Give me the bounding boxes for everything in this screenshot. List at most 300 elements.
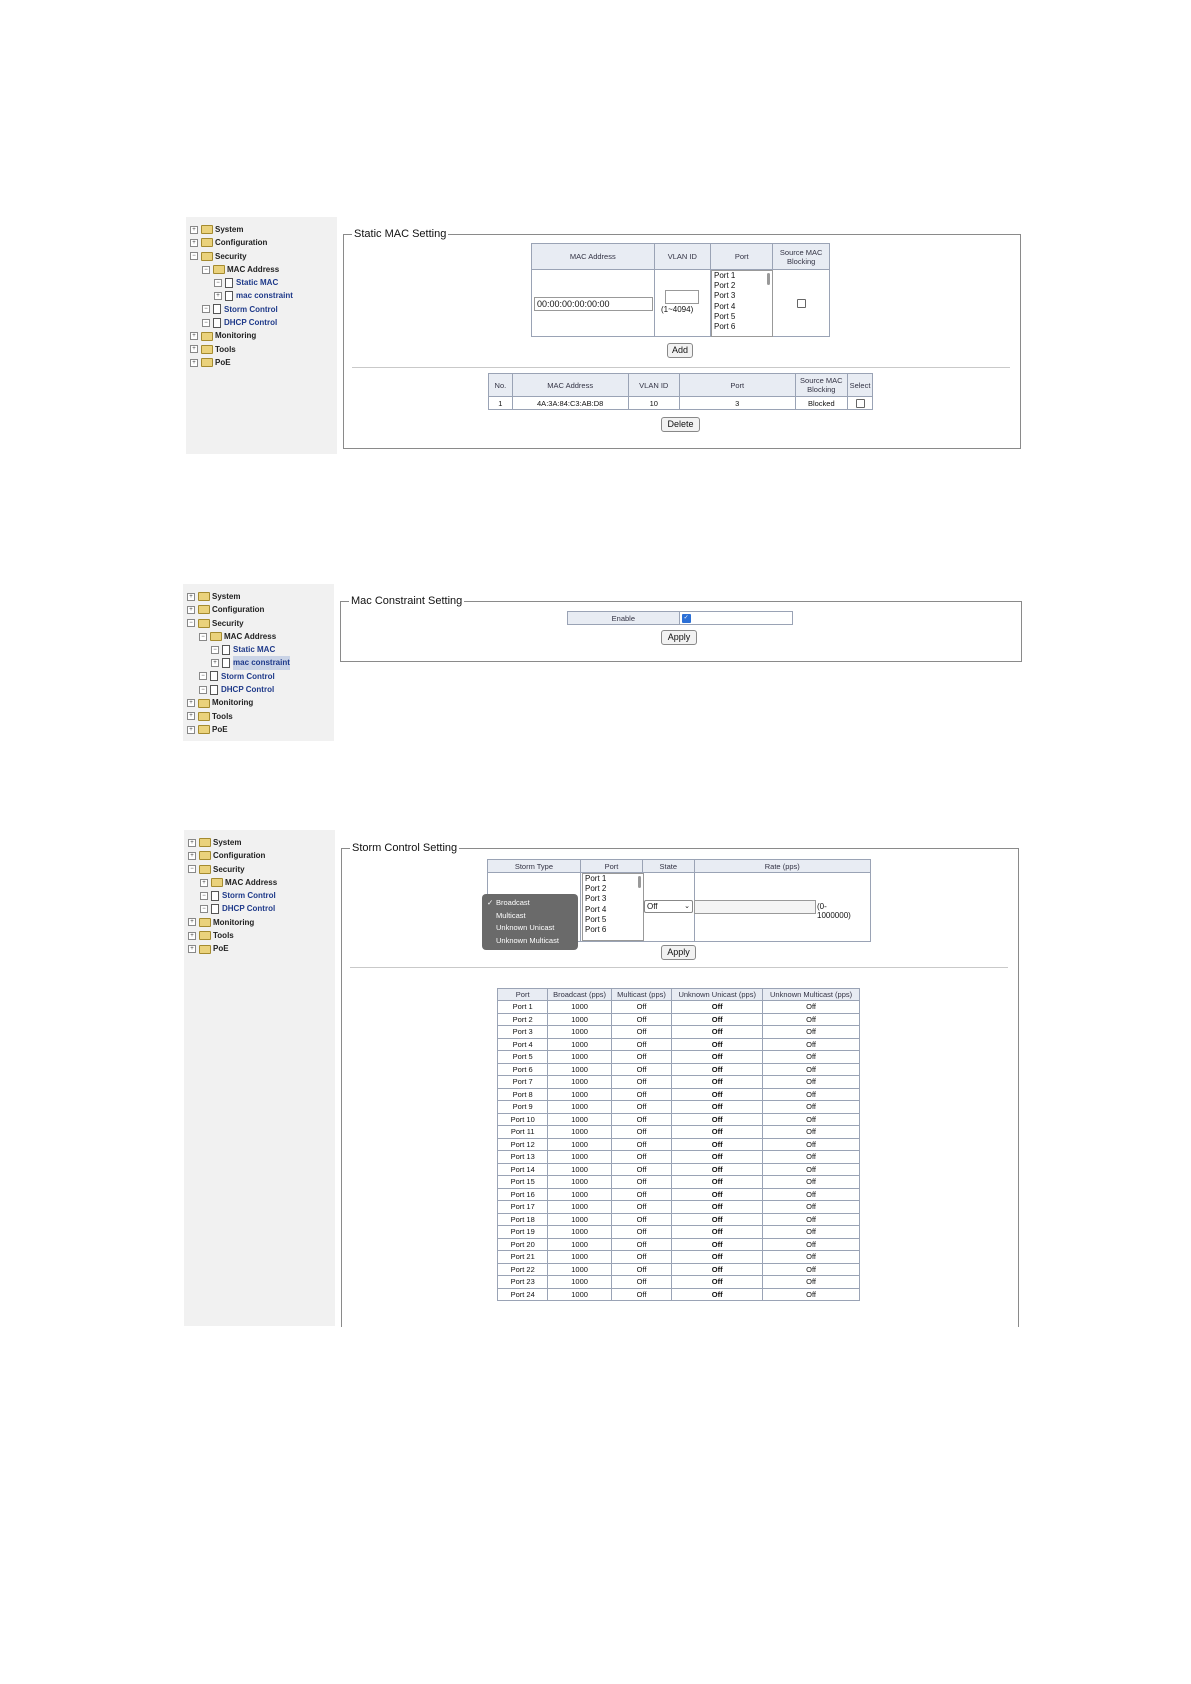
cell-port: Port 2 bbox=[498, 1013, 548, 1026]
table-row bbox=[498, 1101, 860, 1114]
cell-port: Port 24 bbox=[498, 1288, 548, 1301]
port-option[interactable]: Port 5 bbox=[585, 914, 607, 924]
expand-icon[interactable]: + bbox=[188, 945, 196, 953]
port-option[interactable]: Port 1 bbox=[714, 271, 736, 280]
cell-broadcast: 1000 bbox=[548, 1251, 611, 1264]
divider bbox=[352, 367, 1010, 368]
table-row bbox=[498, 1051, 860, 1064]
folder-open-icon bbox=[201, 252, 213, 261]
tree-item-system[interactable]: + System bbox=[188, 836, 277, 849]
port-option[interactable]: Port 5 bbox=[714, 311, 736, 321]
cell-port: Port 6 bbox=[498, 1063, 548, 1076]
cell-broadcast: 1000 bbox=[548, 1113, 611, 1126]
cell-no: 1 bbox=[489, 397, 513, 410]
apply-button[interactable]: Apply bbox=[661, 630, 697, 645]
cell-multicast: Off bbox=[611, 1113, 671, 1126]
port-option[interactable]: Port 1 bbox=[585, 874, 607, 883]
tree-item-mac-address[interactable]: − MAC Address bbox=[190, 263, 293, 276]
port-option[interactable]: Port 4 bbox=[714, 301, 736, 311]
cell-unknown-multicast: Off bbox=[763, 1176, 860, 1189]
expand-icon[interactable]: + bbox=[200, 879, 208, 887]
vlan-range-hint: (1~4094) bbox=[661, 305, 694, 314]
port-option[interactable]: Port 2 bbox=[714, 281, 736, 291]
tree-item-security[interactable]: − Security bbox=[187, 617, 290, 630]
cell-port: Port 3 bbox=[498, 1026, 548, 1039]
document-icon bbox=[225, 291, 233, 301]
cell-port: Port 18 bbox=[498, 1213, 548, 1226]
table-row bbox=[498, 1263, 860, 1276]
add-button[interactable]: Add bbox=[667, 343, 693, 358]
mac-constraint-table bbox=[567, 611, 793, 625]
folder-icon bbox=[198, 605, 210, 614]
mac-address-input[interactable]: 00:00:00:00:00:00 bbox=[534, 297, 653, 311]
cell-multicast: Off bbox=[611, 1201, 671, 1214]
col-header-unknown-unicast: Unknown Unicast (pps) bbox=[672, 989, 763, 1001]
cell-multicast: Off bbox=[611, 1038, 671, 1051]
cell-unknown-unicast: Off bbox=[672, 1138, 763, 1151]
document-icon bbox=[210, 685, 218, 695]
cell-unknown-multicast: Off bbox=[763, 1076, 860, 1089]
folder-open-icon bbox=[210, 632, 222, 641]
delete-button[interactable]: Delete bbox=[661, 417, 700, 432]
apply-button[interactable]: Apply bbox=[661, 945, 696, 960]
cell-unknown-multicast: Off bbox=[763, 1151, 860, 1164]
folder-open-icon bbox=[199, 865, 211, 874]
cell-broadcast: 1000 bbox=[548, 1026, 611, 1039]
expand-icon[interactable]: + bbox=[187, 712, 195, 720]
cell-port: Port 15 bbox=[498, 1176, 548, 1189]
document-icon bbox=[222, 645, 230, 655]
tree-item-tools[interactable]: + Tools bbox=[188, 929, 277, 942]
expand-icon[interactable]: + bbox=[188, 852, 196, 860]
cell-unknown-unicast: Off bbox=[672, 1026, 763, 1039]
tree-item-static-mac[interactable]: − Static MAC bbox=[187, 643, 290, 656]
collapse-icon[interactable]: − bbox=[187, 619, 195, 627]
folder-icon bbox=[199, 851, 211, 860]
cell-multicast: Off bbox=[611, 1163, 671, 1176]
cell-unknown-multicast: Off bbox=[763, 1013, 860, 1026]
cell-port: Port 4 bbox=[498, 1038, 548, 1051]
cell-multicast: Off bbox=[611, 1088, 671, 1101]
cell-unknown-multicast: Off bbox=[763, 1126, 860, 1139]
cell-unknown-unicast: Off bbox=[672, 1063, 763, 1076]
tree-item-poe[interactable]: + PoE bbox=[188, 942, 277, 955]
cell-broadcast: 1000 bbox=[548, 1151, 611, 1164]
enable-label: Enable bbox=[568, 612, 680, 625]
cell-multicast: Off bbox=[611, 1263, 671, 1276]
col-header-mac: MAC Address bbox=[512, 374, 628, 397]
expand-icon[interactable]: + bbox=[188, 932, 196, 940]
nav-tree bbox=[190, 223, 293, 369]
collapse-icon[interactable]: − bbox=[190, 252, 198, 260]
table-row bbox=[498, 1113, 860, 1126]
cell-broadcast: 1000 bbox=[548, 1226, 611, 1239]
table-row bbox=[498, 1038, 860, 1051]
folder-icon bbox=[201, 345, 213, 354]
folder-icon bbox=[201, 332, 213, 341]
cell-port: Port 23 bbox=[498, 1276, 548, 1289]
col-header-storm-type: Storm Type bbox=[488, 860, 581, 873]
cell-port: Port 17 bbox=[498, 1201, 548, 1214]
folder-icon bbox=[198, 699, 210, 708]
cell-multicast: Off bbox=[611, 1101, 671, 1114]
table-row bbox=[498, 1226, 860, 1239]
cell-multicast: Off bbox=[611, 1226, 671, 1239]
table-row bbox=[498, 1163, 860, 1176]
cell-unknown-unicast: Off bbox=[672, 1051, 763, 1064]
cell-broadcast: 1000 bbox=[548, 1001, 611, 1014]
cell-vlan: 10 bbox=[628, 397, 679, 410]
sidebar-nav bbox=[186, 217, 337, 454]
tree-item-mac-address[interactable]: + MAC Address bbox=[188, 876, 277, 889]
cell-multicast: Off bbox=[611, 1188, 671, 1201]
cell-unknown-unicast: Off bbox=[672, 1226, 763, 1239]
cell-broadcast: 1000 bbox=[548, 1176, 611, 1189]
cell-unknown-unicast: Off bbox=[672, 1113, 763, 1126]
nav-tree bbox=[188, 836, 277, 956]
col-header-multicast: Multicast (pps) bbox=[611, 989, 671, 1001]
cell-select[interactable] bbox=[848, 397, 873, 410]
tree-line-icon: + bbox=[214, 292, 222, 300]
cell-broadcast: 1000 bbox=[548, 1201, 611, 1214]
cell-unknown-unicast: Off bbox=[672, 1101, 763, 1114]
cell-multicast: Off bbox=[611, 1288, 671, 1301]
cell-unknown-multicast: Off bbox=[763, 1213, 860, 1226]
folder-icon bbox=[198, 592, 210, 601]
col-header-mac: MAC Address bbox=[532, 244, 655, 270]
tree-item-poe[interactable]: + PoE bbox=[187, 723, 290, 736]
cell-multicast: Off bbox=[611, 1176, 671, 1189]
folder-open-icon bbox=[198, 619, 210, 628]
scrollbar-thumb[interactable] bbox=[638, 876, 641, 888]
cell-port: Port 13 bbox=[498, 1151, 548, 1164]
expand-icon[interactable]: + bbox=[188, 918, 196, 926]
col-header-port: Port bbox=[679, 374, 795, 397]
table-row bbox=[498, 1088, 860, 1101]
dropdown-option-broadcast[interactable]: ✓ Broadcast bbox=[482, 897, 578, 910]
tree-item-monitoring[interactable]: + Monitoring bbox=[190, 329, 293, 342]
folder-icon bbox=[199, 945, 211, 954]
state-select[interactable]: Off ⌄ bbox=[644, 900, 693, 913]
cell-unknown-multicast: Off bbox=[763, 1101, 860, 1114]
static-mac-list-table bbox=[488, 373, 873, 410]
cell-broadcast: 1000 bbox=[548, 1288, 611, 1301]
col-header-unknown-multicast: Unknown Multicast (pps) bbox=[763, 989, 860, 1001]
cell-broadcast: 1000 bbox=[548, 1188, 611, 1201]
cell-broadcast: 1000 bbox=[548, 1076, 611, 1089]
storm-type-dropdown-menu[interactable] bbox=[482, 894, 578, 950]
tree-item-system[interactable]: + System bbox=[190, 223, 293, 236]
folder-icon bbox=[201, 358, 213, 367]
cell-unknown-unicast: Off bbox=[672, 1013, 763, 1026]
cell-broadcast: 1000 bbox=[548, 1088, 611, 1101]
table-row bbox=[498, 1151, 860, 1164]
cell-unknown-unicast: Off bbox=[672, 1288, 763, 1301]
tree-line-icon: − bbox=[200, 892, 208, 900]
chevron-down-icon: ⌄ bbox=[684, 903, 690, 910]
cell-port: Port 19 bbox=[498, 1226, 548, 1239]
dropdown-option-multicast[interactable]: Multicast bbox=[496, 910, 526, 920]
cell-broadcast: 1000 bbox=[548, 1101, 611, 1114]
folder-icon bbox=[198, 712, 210, 721]
tree-item-poe[interactable]: + PoE bbox=[190, 356, 293, 369]
fieldset-legend: Storm Control Setting bbox=[352, 842, 458, 854]
tree-line-icon: − bbox=[199, 672, 207, 680]
tree-line-icon: − bbox=[202, 305, 210, 313]
col-header-broadcast: Broadcast (pps) bbox=[548, 989, 611, 1001]
table-row bbox=[498, 1188, 860, 1201]
cell-unknown-unicast: Off bbox=[672, 1251, 763, 1264]
table-row bbox=[498, 1076, 860, 1089]
cell-unknown-multicast: Off bbox=[763, 1113, 860, 1126]
rate-input[interactable] bbox=[694, 900, 816, 914]
rate-range-hint: (0-1000000) bbox=[817, 902, 851, 920]
col-header-state: State bbox=[643, 860, 694, 873]
table-row bbox=[498, 1138, 860, 1151]
cell-unknown-unicast: Off bbox=[672, 1263, 763, 1276]
cell-port: Port 14 bbox=[498, 1163, 548, 1176]
fieldset-legend: Mac Constraint Setting bbox=[351, 595, 463, 607]
cell-port: Port 16 bbox=[498, 1188, 548, 1201]
cell-unknown-multicast: Off bbox=[763, 1163, 860, 1176]
document-icon bbox=[213, 304, 221, 314]
cell-multicast: Off bbox=[611, 1151, 671, 1164]
nav-tree bbox=[187, 590, 290, 736]
cell-unknown-multicast: Off bbox=[763, 1201, 860, 1214]
cell-blocking: Blocked bbox=[795, 397, 847, 410]
cell-unknown-unicast: Off bbox=[672, 1188, 763, 1201]
dropdown-option-unknown-multicast[interactable]: Unknown Multicast bbox=[496, 935, 559, 945]
expand-icon[interactable]: + bbox=[188, 839, 196, 847]
folder-icon bbox=[199, 918, 211, 927]
cell-broadcast: 1000 bbox=[548, 1276, 611, 1289]
table-row bbox=[498, 1013, 860, 1026]
col-header-blocking: Source MAC Blocking bbox=[773, 244, 830, 270]
cell-multicast: Off bbox=[611, 1076, 671, 1089]
table-row bbox=[498, 1213, 860, 1226]
expand-icon[interactable]: + bbox=[190, 332, 198, 340]
table-row bbox=[498, 1238, 860, 1251]
folder-icon bbox=[198, 725, 210, 734]
expand-icon[interactable]: + bbox=[190, 226, 198, 234]
col-header-port: Port bbox=[498, 989, 548, 1001]
port-listbox[interactable] bbox=[582, 873, 644, 941]
table-row bbox=[498, 1201, 860, 1214]
cell-multicast: Off bbox=[611, 1026, 671, 1039]
folder-icon bbox=[199, 931, 211, 940]
tree-item-storm-control[interactable]: − Storm Control bbox=[187, 670, 290, 683]
cell-port: Port 21 bbox=[498, 1251, 548, 1264]
tree-item-tools[interactable]: + Tools bbox=[190, 343, 293, 356]
vlan-id-input[interactable] bbox=[665, 290, 699, 304]
document-icon bbox=[210, 671, 218, 681]
cell-unknown-multicast: Off bbox=[763, 1276, 860, 1289]
document-icon bbox=[225, 278, 233, 288]
cell-port: Port 22 bbox=[498, 1263, 548, 1276]
tree-item-tools[interactable]: + Tools bbox=[187, 710, 290, 723]
cell-unknown-multicast: Off bbox=[763, 1001, 860, 1014]
cell-unknown-multicast: Off bbox=[763, 1088, 860, 1101]
tree-line-icon: − bbox=[211, 646, 219, 654]
cell-multicast: Off bbox=[611, 1213, 671, 1226]
col-header-rate: Rate (pps) bbox=[694, 860, 870, 873]
cell-port: Port 20 bbox=[498, 1238, 548, 1251]
cell-multicast: Off bbox=[611, 1126, 671, 1139]
port-option[interactable]: Port 4 bbox=[585, 904, 607, 914]
row-select-checkbox[interactable] bbox=[856, 399, 865, 408]
cell-unknown-multicast: Off bbox=[763, 1026, 860, 1039]
col-header-blocking: Source MAC Blocking bbox=[795, 374, 847, 397]
cell-unknown-unicast: Off bbox=[672, 1163, 763, 1176]
cell-port: Port 8 bbox=[498, 1088, 548, 1101]
tree-item-storm-control[interactable]: − Storm Control bbox=[190, 303, 293, 316]
cell-port: 3 bbox=[679, 397, 795, 410]
col-header-no: No. bbox=[489, 374, 513, 397]
cell-broadcast: 1000 bbox=[548, 1013, 611, 1026]
cell-unknown-unicast: Off bbox=[672, 1201, 763, 1214]
cell-unknown-multicast: Off bbox=[763, 1188, 860, 1201]
document-icon bbox=[211, 891, 219, 901]
tree-item-mac-constraint[interactable]: + mac constraint bbox=[187, 656, 290, 669]
tree-item-security[interactable]: − Security bbox=[188, 863, 277, 876]
port-option[interactable]: Port 6 bbox=[585, 924, 607, 934]
tree-item-monitoring[interactable]: + Monitoring bbox=[187, 696, 290, 709]
expand-icon[interactable]: + bbox=[190, 359, 198, 367]
table-row bbox=[489, 397, 873, 410]
cell-port: Port 9 bbox=[498, 1101, 548, 1114]
cell-unknown-unicast: Off bbox=[672, 1276, 763, 1289]
tree-item-monitoring[interactable]: + Monitoring bbox=[188, 916, 277, 929]
tree-line-icon: − bbox=[200, 905, 208, 913]
tree-line-icon: − bbox=[214, 279, 222, 287]
enable-checkbox[interactable]: ✓ bbox=[683, 614, 689, 621]
cell-unknown-unicast: Off bbox=[672, 1176, 763, 1189]
table-row bbox=[498, 1001, 860, 1014]
collapse-icon[interactable]: − bbox=[199, 633, 207, 641]
cell-broadcast: 1000 bbox=[548, 1038, 611, 1051]
cell-multicast: Off bbox=[611, 1276, 671, 1289]
storm-control-status-table bbox=[497, 988, 860, 1301]
cell-unknown-unicast: Off bbox=[672, 1038, 763, 1051]
tree-item-configuration[interactable]: + Configuration bbox=[187, 603, 290, 616]
tree-line-icon: − bbox=[199, 686, 207, 694]
tree-item-mac-constraint[interactable]: + mac constraint bbox=[190, 289, 293, 302]
folder-icon bbox=[211, 878, 223, 887]
cell-broadcast: 1000 bbox=[548, 1238, 611, 1251]
cell-multicast: Off bbox=[611, 1238, 671, 1251]
expand-icon[interactable]: + bbox=[187, 699, 195, 707]
scrollbar-thumb[interactable] bbox=[767, 273, 770, 285]
document-icon bbox=[222, 658, 230, 668]
port-option[interactable]: Port 2 bbox=[585, 884, 607, 894]
expand-icon[interactable]: + bbox=[190, 345, 198, 353]
cell-unknown-multicast: Off bbox=[763, 1063, 860, 1076]
folder-icon bbox=[199, 838, 211, 847]
tree-item-static-mac[interactable]: − Static MAC bbox=[190, 276, 293, 289]
cell-unknown-unicast: Off bbox=[672, 1238, 763, 1251]
collapse-icon[interactable]: − bbox=[188, 865, 196, 873]
expand-icon[interactable]: + bbox=[187, 726, 195, 734]
table-row bbox=[498, 1276, 860, 1289]
col-header-port: Port bbox=[711, 244, 773, 270]
cell-unknown-multicast: Off bbox=[763, 1263, 860, 1276]
cell-unknown-unicast: Off bbox=[672, 1213, 763, 1226]
cell-unknown-multicast: Off bbox=[763, 1051, 860, 1064]
cell-unknown-multicast: Off bbox=[763, 1038, 860, 1051]
cell-unknown-multicast: Off bbox=[763, 1251, 860, 1264]
tree-item-configuration[interactable]: + Configuration bbox=[188, 849, 277, 862]
cell-broadcast: 1000 bbox=[548, 1213, 611, 1226]
table-row bbox=[498, 1176, 860, 1189]
expand-icon[interactable]: + bbox=[187, 593, 195, 601]
cell-unknown-unicast: Off bbox=[672, 1126, 763, 1139]
col-header-port: Port bbox=[580, 860, 642, 873]
col-header-vlan: VLAN ID bbox=[628, 374, 679, 397]
cell-mac: 4A:3A:84:C3:AB:D8 bbox=[512, 397, 628, 410]
cell-multicast: Off bbox=[611, 1001, 671, 1014]
table-row bbox=[498, 1126, 860, 1139]
table-row bbox=[498, 1026, 860, 1039]
cell-port: Port 10 bbox=[498, 1113, 548, 1126]
tree-item-configuration[interactable]: + Configuration bbox=[190, 236, 293, 249]
tree-item-security[interactable]: − Security bbox=[190, 250, 293, 263]
cell-multicast: Off bbox=[611, 1251, 671, 1264]
dropdown-option-unknown-unicast[interactable]: Unknown Unicast bbox=[496, 923, 555, 932]
cell-unknown-unicast: Off bbox=[672, 1001, 763, 1014]
cell-broadcast: 1000 bbox=[548, 1063, 611, 1076]
cell-unknown-unicast: Off bbox=[672, 1088, 763, 1101]
tree-line-icon: + bbox=[211, 659, 219, 667]
checkmark-icon: ✓ bbox=[487, 898, 494, 907]
cell-multicast: Off bbox=[611, 1013, 671, 1026]
tree-item-storm-control[interactable]: − Storm Control bbox=[188, 889, 277, 902]
tree-item-dhcp-control[interactable]: − DHCP Control bbox=[188, 902, 277, 915]
divider bbox=[350, 967, 1008, 968]
cell-port: Port 5 bbox=[498, 1051, 548, 1064]
fieldset-legend: Static MAC Setting bbox=[354, 228, 447, 240]
port-option[interactable]: Port 3 bbox=[714, 291, 736, 301]
cell-unknown-multicast: Off bbox=[763, 1288, 860, 1301]
tree-item-system[interactable]: + System bbox=[187, 590, 290, 603]
port-option[interactable]: Port 6 bbox=[714, 321, 736, 331]
cell-port: Port 1 bbox=[498, 1001, 548, 1014]
col-header-vlan: VLAN ID bbox=[654, 244, 710, 270]
port-option[interactable]: Port 3 bbox=[585, 894, 607, 904]
source-mac-blocking-checkbox[interactable] bbox=[797, 299, 806, 308]
table-row bbox=[498, 1251, 860, 1264]
cell-port: Port 12 bbox=[498, 1138, 548, 1151]
port-listbox[interactable] bbox=[711, 270, 773, 337]
tree-item-dhcp-control[interactable]: − DHCP Control bbox=[187, 683, 290, 696]
cell-multicast: Off bbox=[611, 1063, 671, 1076]
expand-icon[interactable]: + bbox=[187, 606, 195, 614]
table-row bbox=[498, 1288, 860, 1301]
folder-icon bbox=[201, 238, 213, 247]
expand-icon[interactable]: + bbox=[190, 239, 198, 247]
cell-unknown-multicast: Off bbox=[763, 1226, 860, 1239]
cell-broadcast: 1000 bbox=[548, 1263, 611, 1276]
folder-open-icon bbox=[213, 265, 225, 274]
cell-port: Port 11 bbox=[498, 1126, 548, 1139]
collapse-icon[interactable]: − bbox=[202, 266, 210, 274]
cell-broadcast: 1000 bbox=[548, 1163, 611, 1176]
cell-port: Port 7 bbox=[498, 1076, 548, 1089]
cell-broadcast: 1000 bbox=[548, 1126, 611, 1139]
tree-item-dhcp-control[interactable]: − DHCP Control bbox=[190, 316, 293, 329]
folder-icon bbox=[201, 225, 213, 234]
cell-unknown-unicast: Off bbox=[672, 1151, 763, 1164]
tree-item-mac-address[interactable]: − MAC Address bbox=[187, 630, 290, 643]
